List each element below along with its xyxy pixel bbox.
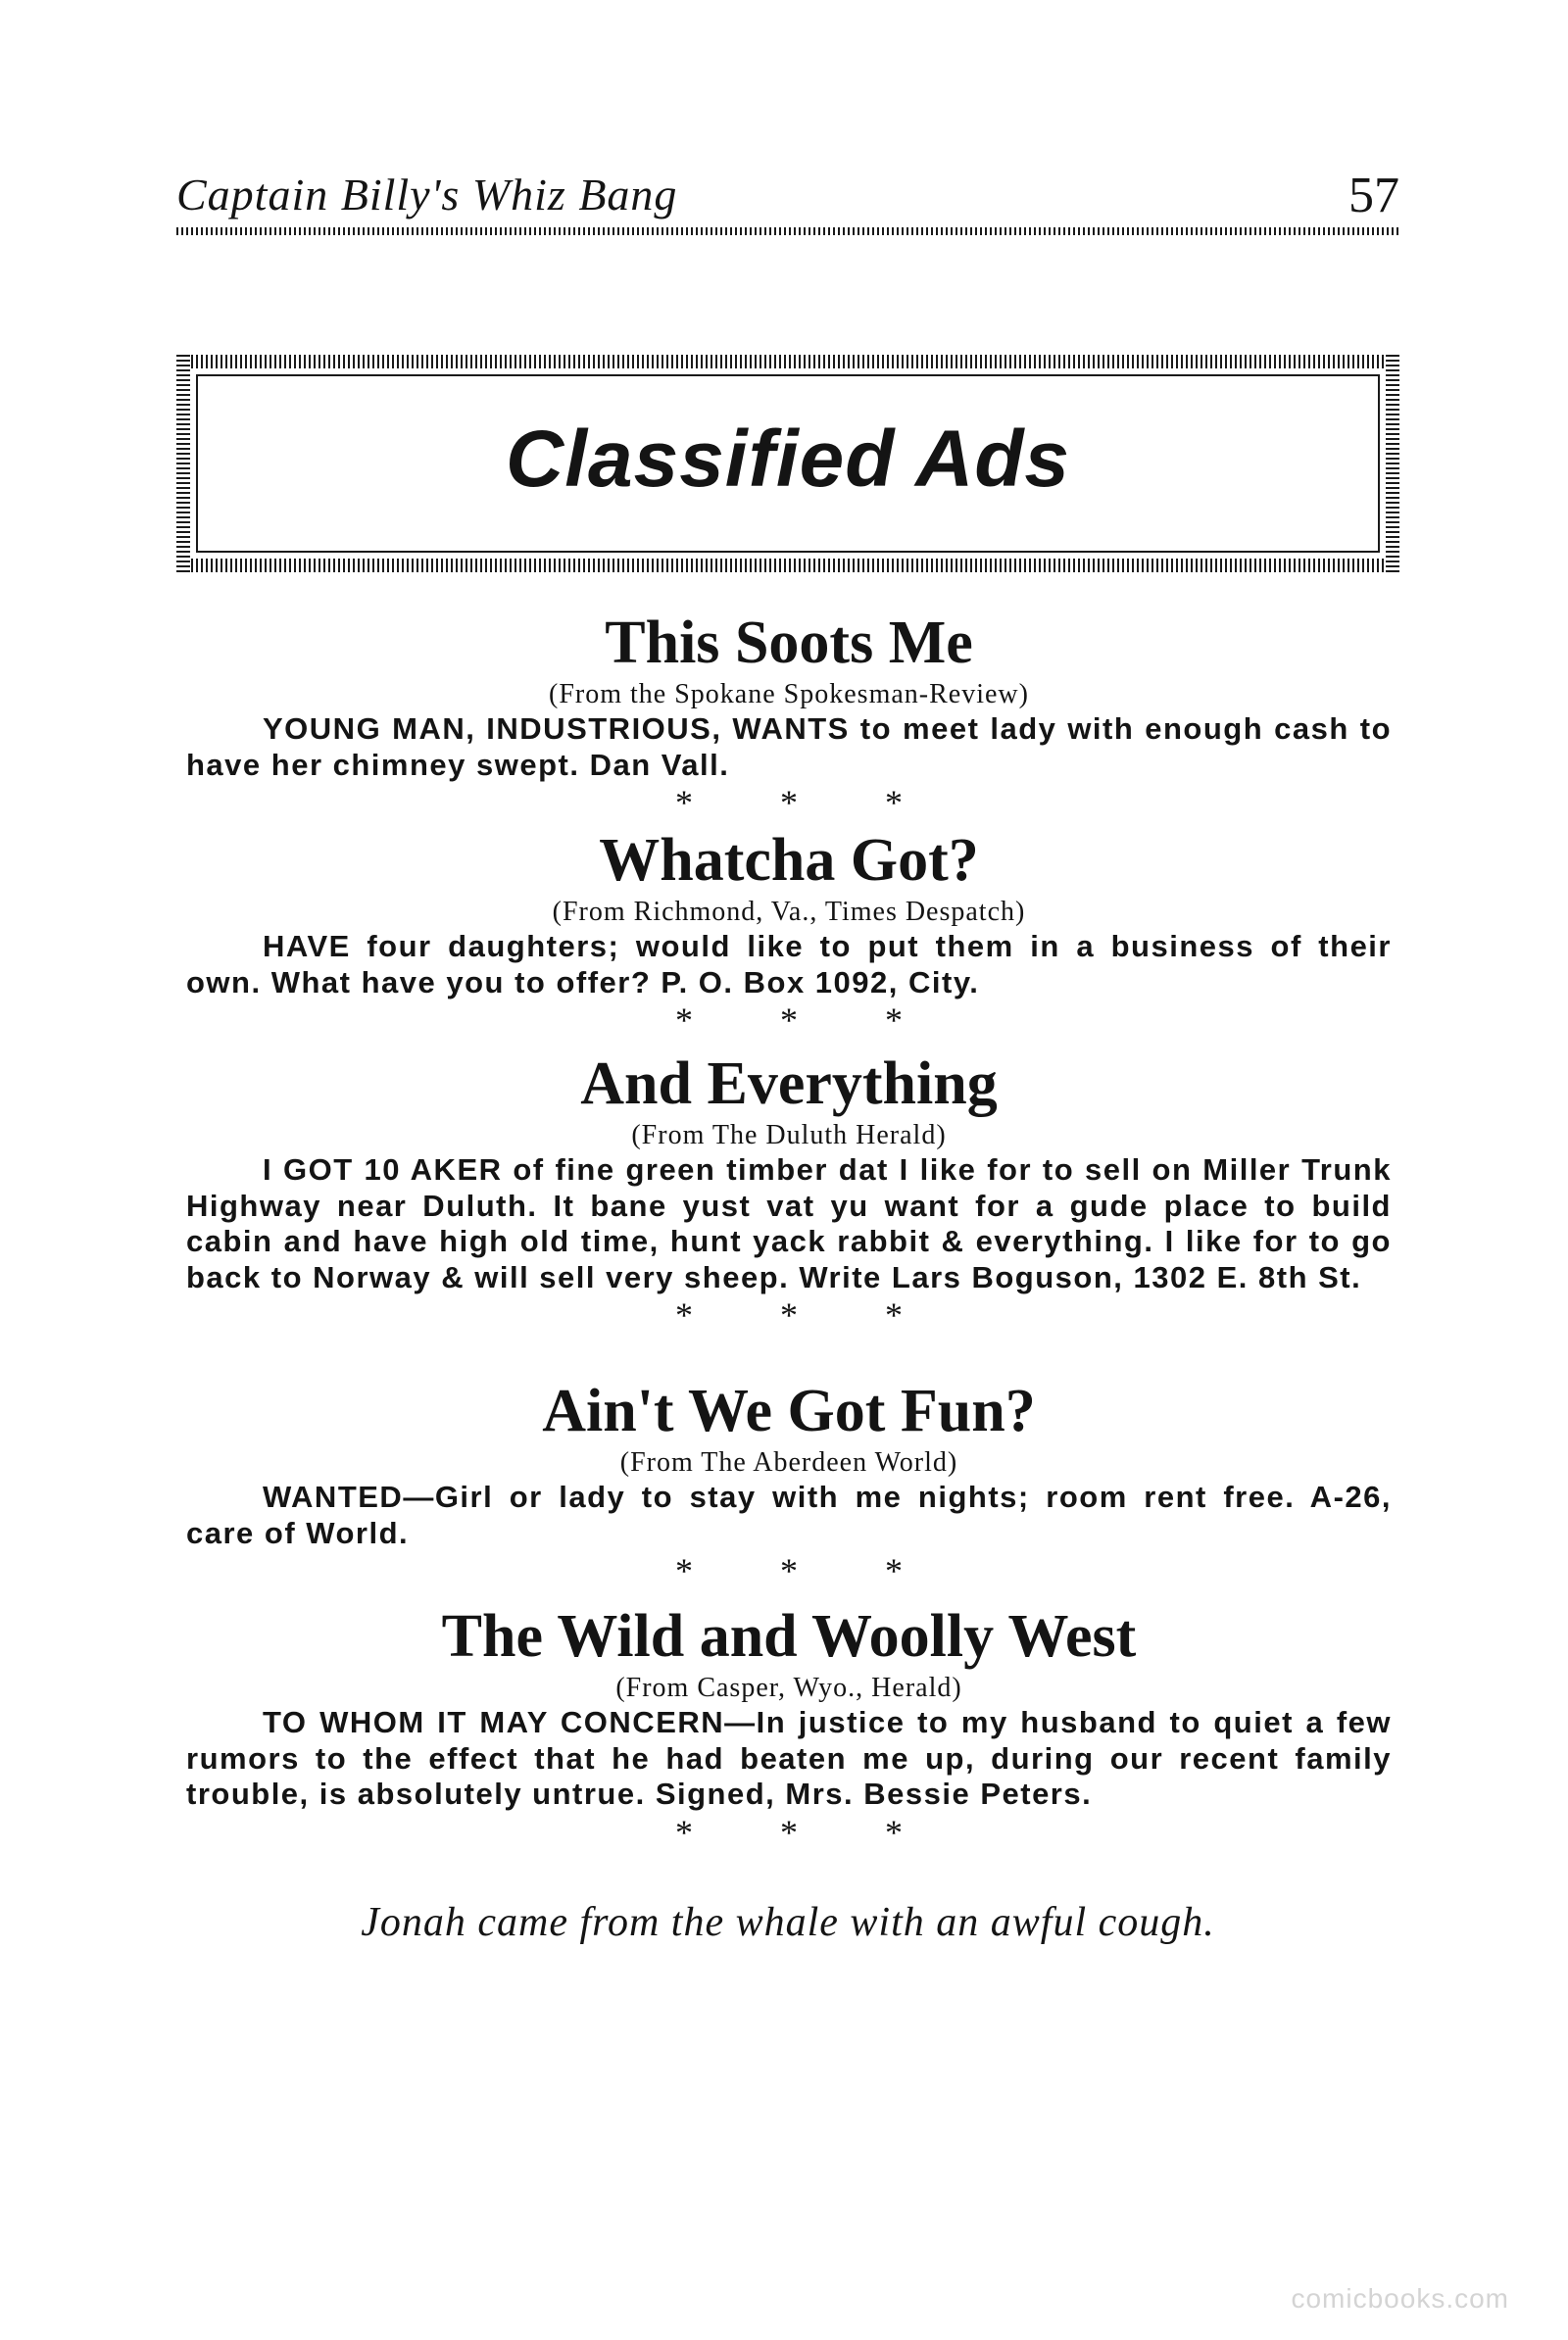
header-rule	[176, 227, 1399, 235]
classified-ads-banner	[176, 355, 1399, 572]
ad-title: Whatcha Got?	[599, 827, 979, 894]
ad-wild-and-woolly-west	[186, 1601, 1392, 1852]
ad-separator: * * *	[675, 1295, 942, 1335]
ad-body: YOUNG MAN, INDUSTRIOUS, WANTS to meet lady with enough cash to have her chimney swept. Dan Vall.	[186, 711, 1392, 782]
closing-quip: Jonah came from the whale with an awful cough.	[361, 1900, 1215, 1945]
ad-body: WANTED—Girl or lady to stay with me nights; room rent free. A-26, care of World.	[186, 1480, 1392, 1550]
ad-separator: * * *	[675, 1812, 942, 1852]
ad-title: This Soots Me	[605, 609, 973, 676]
ad-this-soots-me	[186, 608, 1392, 822]
ad-source: (From Richmond, Va., Times Despatch)	[552, 897, 1026, 927]
page-number: 57	[1348, 168, 1399, 223]
running-title: Captain Billy's Whiz Bang	[176, 170, 678, 219]
ad-whatcha-got	[186, 825, 1392, 1040]
ad-source: (From The Aberdeen World)	[619, 1447, 958, 1478]
ad-and-everything	[186, 1048, 1392, 1335]
ad-body: HAVE four daughters; would like to put them in a business of their own. What have you to offer? P. O. Box 1092, City.	[186, 929, 1392, 999]
ad-aint-we-got-fun	[186, 1376, 1392, 1590]
ad-title: And Everything	[580, 1050, 998, 1117]
banner-border-top	[176, 355, 1399, 368]
ad-title: The Wild and Woolly West	[441, 1603, 1137, 1670]
banner-border-bottom	[176, 559, 1399, 572]
ad-source: (From the Spokane Spokesman-Review)	[549, 679, 1029, 709]
ad-separator: * * *	[675, 1000, 942, 1040]
banner-title: Classified Ads	[505, 414, 1071, 504]
running-head	[176, 167, 1399, 235]
ad-title: Ain't We Got Fun?	[542, 1378, 1036, 1444]
ad-body: TO WHOM IT MAY CONCERN—In justice to my husband to quiet a few rumors to the effect that he had beaten me up, during our recent family trouble, is absolutely untrue. Signed, Mrs. Bessie Peters.	[186, 1705, 1392, 1811]
ad-source: (From Casper, Wyo., Herald)	[615, 1673, 962, 1703]
ad-source: (From The Duluth Herald)	[631, 1120, 947, 1150]
ad-body: I GOT 10 AKER of fine green timber dat I like for to sell on Miller Trunk Highway near Duluth. It bane yust vat yu want for a gude place to build cabin and have high old time, hunt yack rabbit & everything. I like for to go back to Norway & will sell very sheep. Write Lars Boguson, 1302 E. 8th St.	[186, 1152, 1392, 1294]
watermark: comicbooks.com	[1291, 2283, 1509, 2314]
ad-separator: * * *	[675, 783, 942, 822]
ad-separator: * * *	[675, 1551, 942, 1590]
